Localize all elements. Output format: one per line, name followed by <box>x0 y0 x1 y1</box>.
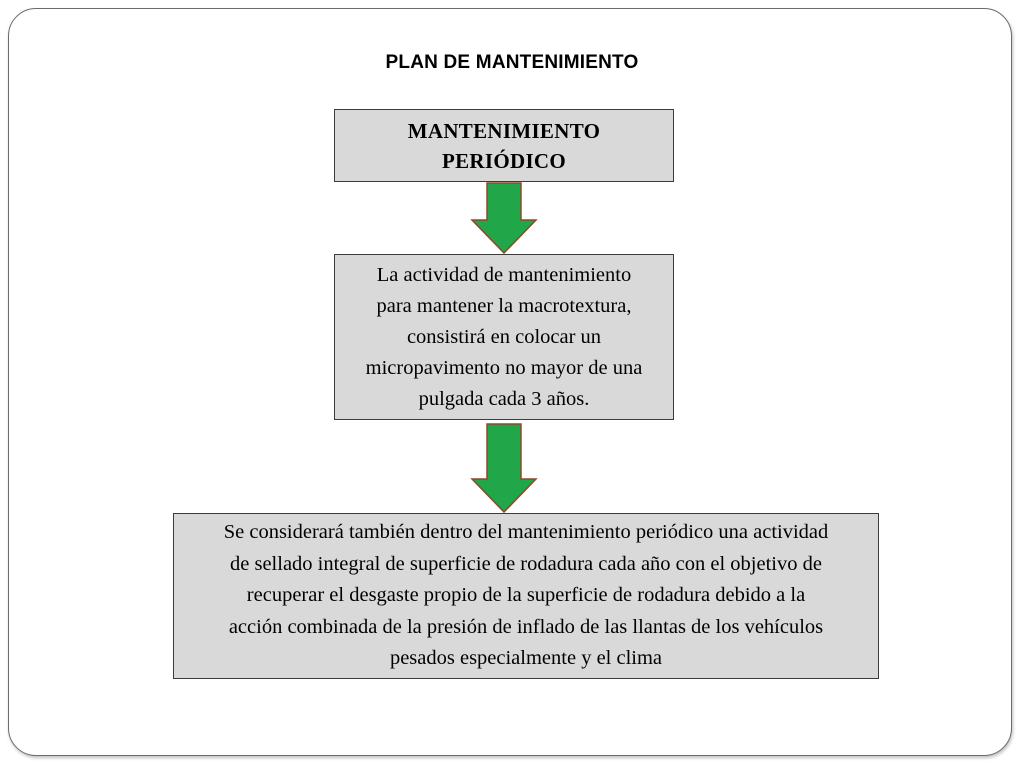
down-arrow-icon <box>470 182 538 254</box>
down-arrow-icon <box>470 423 538 513</box>
box-sellado-integral <box>173 513 879 679</box>
box-mantenimiento-periodico <box>334 109 674 182</box>
page-title: PLAN DE MANTENIMIENTO <box>385 52 639 73</box>
box-actividad-macrotextura <box>334 254 674 420</box>
box-actividad-macrotextura-text: La actividad de mantenimiento para mantener la macrotextura, consistirá en colocar un micropavimento no mayor de una pulgada cada 3 años. <box>365 263 643 410</box>
box-mantenimiento-periodico-text: MANTENIMIENTO PERIÓDICO <box>407 118 601 173</box>
box-sellado-integral-text: Se considerará también dentro del mantenimiento periódico una actividad de sellado integral de superficie de rodadura cada año con el objetivo de recuperar el desgaste propio de la superficie de rodadura debido a la acción combinada de la presión de inflado de las llantas de los vehículos pesados especialmente y el clima <box>223 521 829 670</box>
